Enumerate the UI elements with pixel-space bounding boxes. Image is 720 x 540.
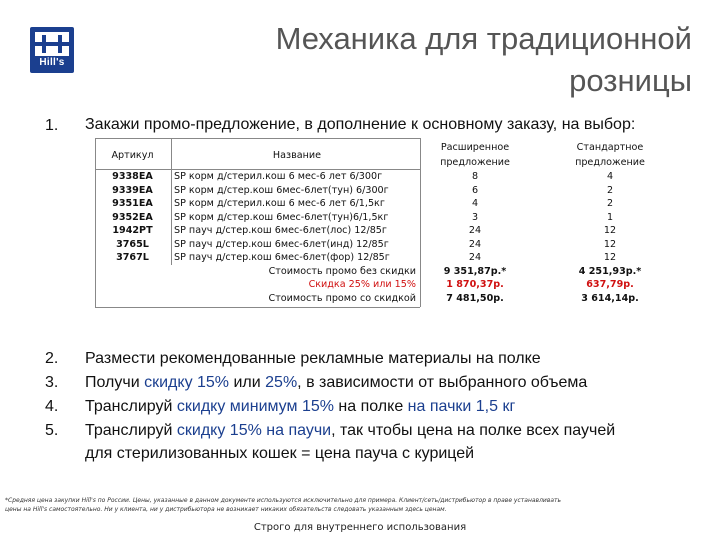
step-4-text [85, 395, 715, 418]
cell-name: SP корм д/стерил.кош 6 мес-6 лет 6/300г [174, 171, 383, 182]
internal-use-note: Строго для внутреннего использования [253, 522, 467, 533]
cell-name: SP пауч д/стер.кош 6мес-6лет(лос) 12/85г [174, 225, 387, 236]
table-row [95, 251, 660, 264]
highlight-text: скидку 15% [144, 374, 230, 391]
summary-label: Скидка 25% или 15% [308, 279, 416, 290]
cell-article: 9338EA [112, 171, 153, 182]
cell-extended: 8 [471, 171, 479, 182]
highlight-text: скидку минимум 15% [176, 398, 334, 415]
step-5-text [85, 419, 715, 465]
header-article: Артикул [111, 150, 154, 161]
cell-extended: 4 [471, 198, 479, 209]
step-text-part: Транслируй [85, 398, 177, 415]
header-standard-line2: предложение [575, 157, 645, 168]
cell-standard: 12 [603, 225, 617, 236]
cell-standard: 1 [606, 211, 614, 223]
page-title-line2: розницы [569, 63, 692, 98]
table-row [95, 184, 660, 197]
logo-emblem [35, 32, 69, 56]
step-text-part: на полке [333, 398, 408, 415]
cell-name: SP корм д/стер.кош 6мес-6лет(тун)6/1,5кг [174, 211, 389, 223]
step-text-part: или [229, 374, 266, 391]
hills-logo [30, 27, 74, 73]
step-2-number: 2. [45, 350, 59, 367]
table-border-summary-left [95, 265, 96, 308]
cell-standard: 12 [603, 252, 617, 263]
highlight-text: скидку 15% на паучи [176, 422, 332, 439]
summary-standard: 3 614,14р. [581, 292, 639, 304]
cell-name: SP корм д/стер.кош 6мес-6лет(тун) 6/300г [174, 184, 389, 196]
logo-crossbar [35, 42, 69, 46]
cell-article: 9339EA [112, 184, 153, 196]
summary-row [95, 292, 660, 305]
cell-article: 3767L [116, 252, 149, 263]
step-4-number: 4. [45, 398, 59, 415]
summary-standard: 637,79р. [586, 279, 634, 290]
table-row [95, 197, 660, 210]
header-name: Название [272, 150, 322, 161]
step-text-part: , так чтобы цена на полке всех паучей [331, 422, 616, 439]
step-3-text [85, 371, 715, 394]
table-border-left [95, 138, 96, 265]
cell-extended: 3 [471, 211, 479, 223]
summary-row [95, 265, 660, 278]
cell-extended: 24 [468, 225, 482, 236]
logo-text: Hill's [39, 57, 65, 68]
summary-extended: 7 481,50р. [446, 292, 504, 304]
step-2-text [85, 347, 715, 370]
cell-article: 1942PT [112, 225, 153, 236]
cell-extended: 6 [471, 184, 479, 196]
table-row [95, 211, 660, 224]
table-border-col1 [171, 138, 172, 265]
cell-article: 9351EA [112, 198, 153, 209]
cell-standard: 2 [606, 198, 614, 209]
step-text-part: Транслируй [85, 422, 177, 439]
header-extended-line1: Расширенное [440, 142, 510, 153]
cell-standard: 2 [606, 184, 614, 196]
cell-name: SP пауч д/стер.кош 6мес-6лет(инд) 12/85г [174, 238, 389, 250]
highlight-text: 25% [265, 374, 298, 391]
cell-standard: 4 [606, 171, 614, 182]
cell-name: SP пауч д/стер.кош 6мес-6лет(фор) 12/85г [174, 252, 390, 263]
step-text-part: Размести рекомендованные рекламные материалы на полке [85, 350, 541, 367]
summary-label: Стоимость промо со скидкой [268, 292, 416, 304]
step-text-part: Получи [85, 374, 145, 391]
table-border-top [95, 138, 420, 139]
table-row [95, 238, 660, 251]
table-border-col2 [420, 138, 421, 307]
step-3-number: 3. [45, 374, 59, 391]
step-text-part: , в зависимости от выбранного объема [297, 374, 588, 391]
cell-standard: 12 [603, 238, 617, 250]
summary-row [95, 278, 660, 291]
step-5-number: 5. [45, 422, 59, 439]
table-border-bottom [95, 307, 420, 308]
table-row [95, 224, 660, 237]
summary-label: Стоимость промо без скидки [268, 265, 416, 277]
summary-extended: 1 870,37р. [446, 279, 504, 290]
footnote [5, 496, 717, 514]
cell-article: 9352EA [112, 211, 153, 223]
header-extended-line2: предложение [440, 157, 510, 168]
page-title [172, 18, 692, 102]
footnote-line1: *Средняя цена закупки Hill's по России. Цены, указанные в данном документе используются исключительно для примера. Клиент/сеть/дистрибьютор в праве устанавливать [5, 497, 562, 504]
header-standard-line1: Стандартное [576, 142, 644, 153]
highlight-text: на пачки 1,5 кг [407, 398, 516, 415]
cell-extended: 24 [468, 238, 482, 250]
summary-extended: 9 351,87р.* [443, 265, 507, 277]
cell-extended: 24 [468, 252, 482, 263]
table-header-row-bottom [95, 156, 660, 169]
step-1-text: Закажи промо-предложение, в дополнение к основному заказу, на выбор: [85, 116, 636, 133]
summary-standard: 4 251,93р.* [578, 265, 642, 277]
cell-name: SP корм д/стерил.кош 6 мес-6 лет 6/1,5кг [174, 198, 385, 209]
table-row [95, 170, 660, 183]
table-header-row-top [95, 141, 660, 154]
step-1-number: 1. [45, 117, 59, 134]
page-title-line1: Механика для традиционной [275, 21, 692, 56]
table-border-header [95, 169, 420, 170]
step-5-text-line2: для стерилизованных кошек = цена пауча с курицей [85, 445, 475, 462]
footnote-line2: цены на Hill's самостоятельно. Ни у клиента, ни у дистрибьютора не возникает никаких обязательств следовать указанным здесь ценам. [5, 506, 447, 513]
cell-article: 3765L [116, 238, 149, 250]
